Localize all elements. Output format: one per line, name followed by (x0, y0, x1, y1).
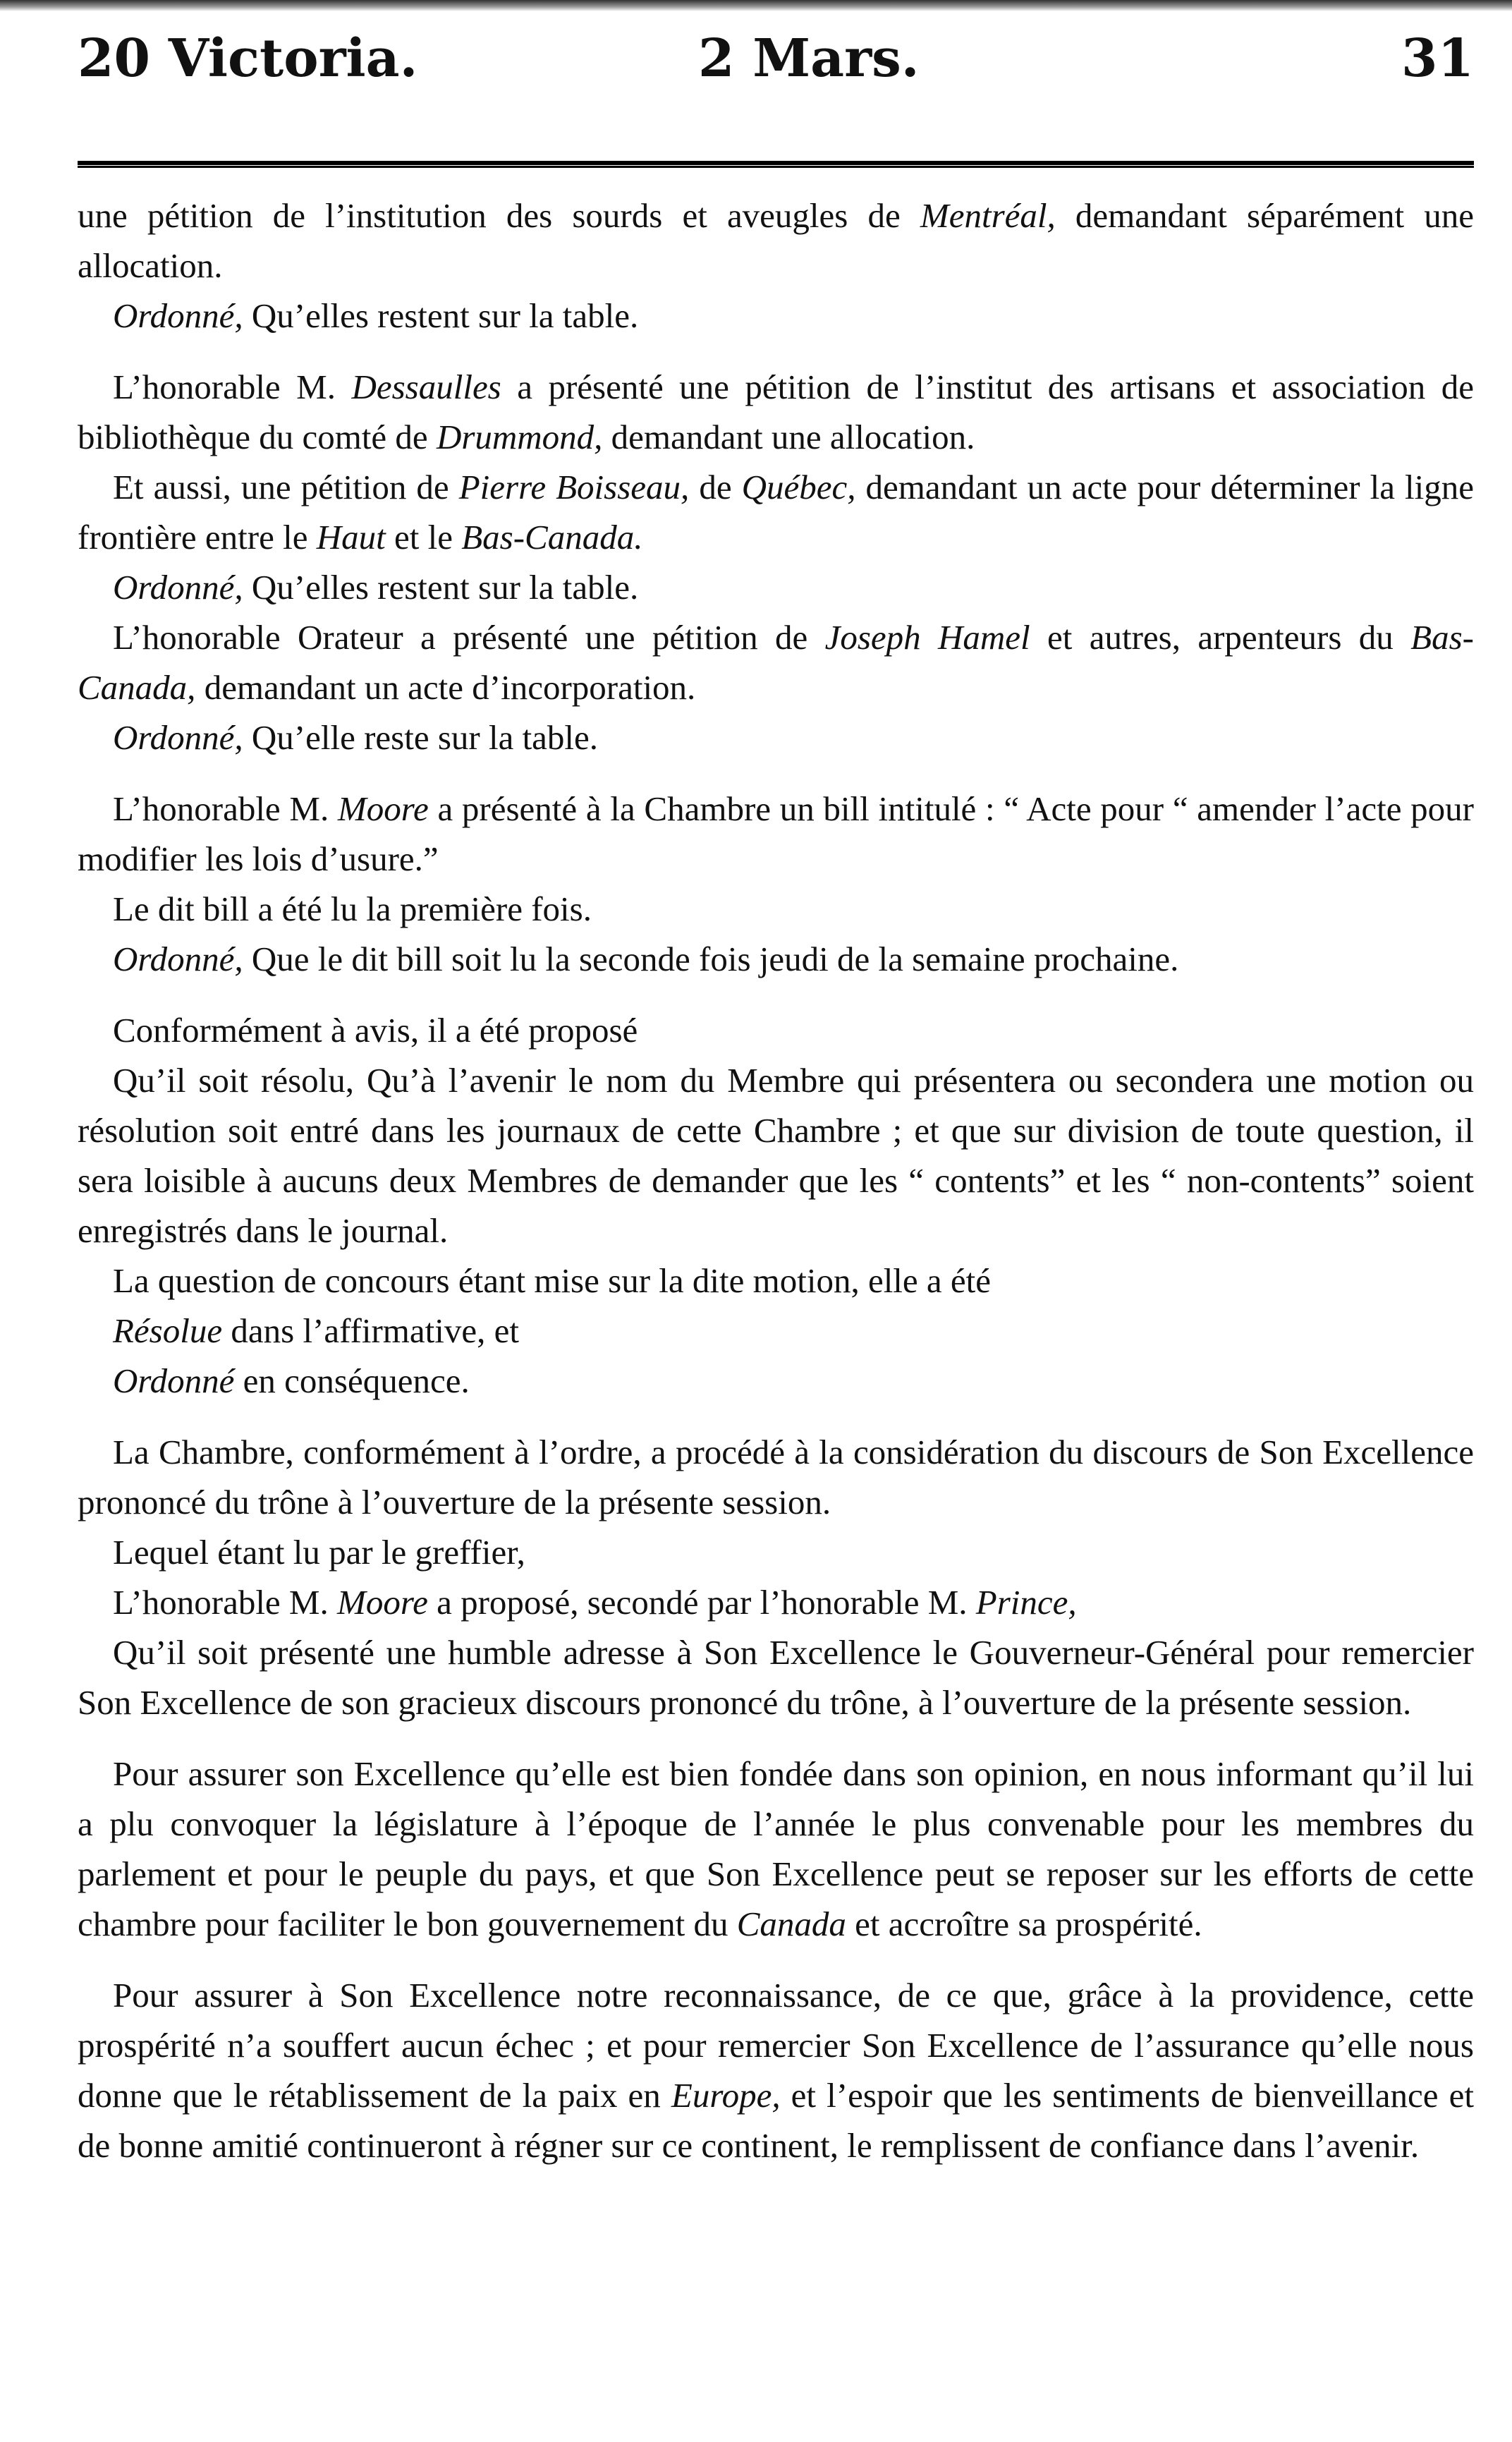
paragraph-p5 (78, 562, 1474, 612)
header-rule (78, 161, 1474, 168)
paragraph-p1 (78, 190, 1474, 291)
text-run: a présenté à la Chambre un bill intitulé : “ Acte pour “ amender l’acte pour modifier les lois d’usure.” (78, 789, 1474, 878)
italic-text: Ordonné (113, 1361, 235, 1400)
italic-text: Ordonné, (113, 940, 243, 978)
paragraph-p16 (78, 1427, 1474, 1527)
text-run: La Chambre, conformément à l’ordre, a procédé à la considération du discours de Son Excellence prononcé du trône à l’ouverture de la présente session. (78, 1433, 1474, 1521)
text-run: L’honorable M. (113, 367, 352, 406)
paragraph-p17 (78, 1527, 1474, 1577)
journal-body (78, 190, 1474, 2170)
text-run: Lequel étant lu par le greffier, (113, 1533, 525, 1572)
italic-text: Résolue (113, 1311, 223, 1350)
paragraph-p4 (78, 462, 1474, 562)
text-run: et l’espoir que les sentiments de bienveillance et de bonne amitié continueront à régner sur ce continent, le remplissent de confiance dans l’avenir. (78, 2076, 1474, 2165)
text-run: et accroître sa prospérité. (846, 1905, 1202, 1943)
text-run: et le (385, 518, 462, 557)
text-run: L’honorable Orateur a présenté une pétition de (113, 618, 825, 657)
paragraph-p6 (78, 612, 1474, 712)
page-top-edge (0, 0, 1512, 11)
italic-text: Québec, (741, 468, 856, 506)
italic-text: Haut (316, 518, 386, 557)
italic-text: Mentréal, (920, 196, 1056, 235)
italic-text: Ordonné, (113, 568, 243, 607)
paragraph-p7 (78, 712, 1474, 763)
text-run: demandant un acte pour déterminer la ligne frontière entre le (78, 468, 1475, 557)
text-run: Qu’elles restent sur la table. (243, 568, 639, 607)
italic-text: Prince, (975, 1583, 1077, 1622)
header-session: 20 Victoria. (78, 28, 418, 89)
text-run: Pour assurer à Son Excellence notre reconnaissance, de ce que, grâce à la providence, cette prospérité n’a souffert aucun échec ; et pour remercier Son Excellence de l’assurance qu’elle nous donne que le rétablissement de la paix en (78, 1976, 1474, 2115)
text-run: L’honorable M. (113, 1583, 337, 1622)
paragraph-p2 (78, 291, 1474, 341)
italic-text: Ordonné, (113, 718, 243, 757)
italic-text: Europe, (671, 2076, 781, 2115)
paragraph-p12 (78, 1055, 1474, 1256)
italic-text: Moore (337, 1583, 428, 1622)
text-run: et autres, arpenteurs du (1030, 618, 1411, 657)
paragraph-p19 (78, 1627, 1474, 1727)
text-run: Et aussi, une pétition de (113, 468, 459, 506)
text-run: Qu’elle reste sur la table. (243, 718, 599, 757)
text-run: en conséquence. (234, 1361, 470, 1400)
paragraph-p8 (78, 784, 1474, 884)
text-run: Que le dit bill soit lu la seconde fois jeudi de la semaine prochaine. (243, 940, 1179, 978)
text-run: Qu’il soit résolu, Qu’à l’avenir le nom du Membre qui présentera ou secondera une motion ou résolution soit entré dans les journaux de cette Chambre ; et que sur division de toute question, il sera loisible à aucuns deux Membres de demander que les “ contents” et les “ non-contents” soient enregistrés dans le journal. (78, 1061, 1474, 1250)
text-run: Qu’il soit présenté une humble adresse à Son Excellence le Gouverneur-Général pour remercier Son Excellence de son gracieux discours prononcé du trône, à l’ouverture de la présente session. (78, 1633, 1474, 1722)
text-run: Qu’elles restent sur la table. (243, 296, 639, 335)
text-run: demandant une allocation. (602, 418, 975, 456)
text-run: a proposé, secondé par l’honorable M. (427, 1583, 976, 1622)
paragraph-p20 (78, 1749, 1474, 1949)
text-run: dans l’affirmative, et (222, 1311, 520, 1350)
italic-text: Drummond, (436, 418, 603, 456)
paragraph-p14 (78, 1306, 1474, 1356)
paragraph-p18 (78, 1577, 1474, 1627)
italic-text: Dessaulles (351, 367, 501, 406)
italic-text: Ordonné, (113, 296, 243, 335)
paragraph-p21 (78, 1970, 1474, 2170)
text-run: demandant un acte d’incorporation. (195, 668, 696, 707)
page-header (78, 28, 1474, 113)
paragraph-p10 (78, 934, 1474, 984)
paragraph-p11 (78, 1005, 1474, 1055)
text-run: L’honorable M. (113, 789, 338, 828)
italic-text: Joseph Hamel (824, 618, 1030, 657)
paragraph-p13 (78, 1256, 1474, 1306)
paragraph-p9 (78, 884, 1474, 934)
text-run: Le dit bill a été lu la première fois. (113, 889, 592, 928)
text-run: une pétition de l’institution des sourds et aveugles de (78, 196, 920, 235)
text-run: La question de concours étant mise sur la dite motion, elle a été (113, 1261, 992, 1300)
italic-text: Moore (337, 789, 429, 828)
paragraph-p15 (78, 1356, 1474, 1406)
text-run: demandant séparément une allocation. (78, 196, 1474, 285)
header-date: 2 Mars. (698, 28, 920, 89)
text-run: de (689, 468, 742, 506)
italic-text: Canada (736, 1905, 846, 1943)
italic-text: Bas-Canada, (78, 618, 1474, 707)
text-run: Pour assurer son Excellence qu’elle est bien fondée dans son opinion, en nous informant qu’il lui a plu convoquer la législature à l’époque de l’année le plus convenable pour les membres du parlement et pour le peuple du pays, et que Son Excellence peut se reposer sur les efforts de cette chambre pour faciliter le bon gouvernement du (78, 1754, 1474, 1943)
journal-page (78, 28, 1474, 2170)
page-number: 31 (1401, 28, 1474, 89)
italic-text: Bas-Canada. (461, 518, 643, 557)
paragraph-p3 (78, 362, 1474, 462)
text-run: Conformément à avis, il a été proposé (113, 1011, 638, 1050)
text-run: a présenté une pétition de l’institut des artisans et association de bibliothèque du comté de (78, 367, 1474, 456)
italic-text: Pierre Boisseau, (458, 468, 690, 506)
